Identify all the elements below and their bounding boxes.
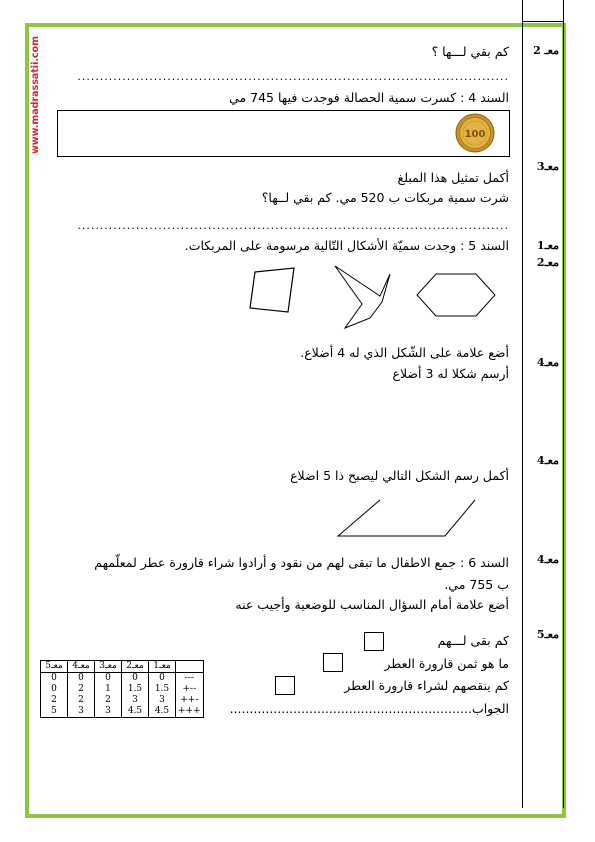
coin-100-icon — [455, 113, 495, 153]
criteria-column — [522, 0, 564, 808]
incomplete-shape — [330, 498, 480, 540]
table-cell: +-- — [176, 684, 204, 695]
table-cell: --- — [176, 673, 204, 685]
criterion-label: معـ2 — [536, 256, 559, 269]
table-cell: 2 — [95, 695, 122, 706]
sanad6-instruction: أضع علامة أمام السؤال المناسب للوضعية وأجيب عنه — [235, 597, 509, 612]
answer-dots: ................................................................................................ — [77, 219, 509, 232]
criterion-label: معـ5 — [536, 628, 559, 641]
option-checkbox-1[interactable] — [364, 632, 384, 651]
criterion-label: معـ4 — [536, 553, 559, 566]
grading-table — [40, 660, 204, 718]
table-header: معـ1 — [149, 661, 176, 673]
sanad5-task1: أضع علامة على الشّكل الذي له 4 أضلاع. — [300, 345, 509, 360]
sanad4-question: شرت سمية مربكات ب 520 مي. كم بقي لــها؟ — [261, 190, 509, 205]
sanad4-title: السند 4 : كسرت سمية الحصالة فوجدت فيها 745 مي — [229, 90, 509, 105]
criterion-label: معـ1 — [536, 239, 559, 252]
table-cell: 0 — [149, 673, 176, 685]
option-remaining: كم بقى لـــهم — [437, 633, 509, 648]
option-checkbox-3[interactable] — [275, 676, 295, 695]
table-row — [41, 706, 204, 718]
sanad5-task3: أكمل رسم الشكل التالي ليصبح ذا 5 اضلاع — [290, 468, 509, 483]
table-cell: 1.5 — [122, 684, 149, 695]
table-cell: ++- — [176, 695, 204, 706]
sanad6-title: السند 6 : جمع الاطفال ما تبقى لهم من نقود و أرادوا شراء قارورة عطر لمعلّمهم — [94, 555, 509, 570]
coin-drawing-box[interactable] — [57, 110, 510, 157]
table-cell: 2 — [41, 695, 68, 706]
watermark: www.madrassatii.com — [30, 36, 41, 154]
table-cell: 0 — [68, 673, 95, 685]
table-row — [41, 695, 204, 706]
table-cell: 4.5 — [122, 706, 149, 718]
table-row — [41, 684, 204, 695]
sanad4-instruction: أكمل تمثيل هذا المبلغ — [397, 170, 509, 185]
star-shape[interactable] — [335, 266, 390, 328]
table-cell: 0 — [122, 673, 149, 685]
coin-value: 100 — [464, 129, 486, 140]
option-missing: كم ينقصهم لشراء قارورة العطر — [344, 678, 509, 693]
answer-dots: ................................................................................................ — [77, 70, 509, 83]
table-cell: +++ — [176, 706, 204, 718]
option-price: ما هو ثمن قارورة العطر — [384, 656, 509, 671]
sanad5-title: السند 5 : وجدت سميّة الأشكال التّالية مرسومة على المربكات. — [184, 238, 509, 253]
table-cell: 0 — [41, 684, 68, 695]
table-cell: 3 — [95, 706, 122, 718]
table-cell: 1 — [95, 684, 122, 695]
quadrilateral-shape[interactable] — [250, 268, 294, 312]
shapes-figure — [240, 262, 500, 332]
question-remaining: كم بقي لـــها ؟ — [431, 44, 509, 59]
table-cell: 3 — [68, 706, 95, 718]
sanad5-task2: أرسم شكلا له 3 أضلاع — [392, 366, 509, 381]
criterion-label: معـ 2 — [533, 44, 559, 57]
table-cell: 4.5 — [149, 706, 176, 718]
criteria-column-top — [522, 0, 564, 22]
hexagon-shape[interactable] — [417, 274, 495, 316]
table-cell: 5 — [41, 706, 68, 718]
table-header: معـ2 — [122, 661, 149, 673]
table-row — [41, 673, 204, 685]
table-header: معـ4 — [68, 661, 95, 673]
table-header: معـ3 — [95, 661, 122, 673]
criterion-label: معـ3 — [536, 160, 559, 173]
table-cell: 2 — [68, 695, 95, 706]
sanad6-title-cont: ب 755 مي. — [444, 577, 509, 592]
option-checkbox-2[interactable] — [323, 653, 343, 672]
criterion-label: معـ4 — [536, 454, 559, 467]
table-header — [176, 661, 204, 673]
answer-line[interactable]: الجواب............................................................. — [229, 701, 509, 716]
table-cell: 1.5 — [149, 684, 176, 695]
table-cell: 3 — [149, 695, 176, 706]
criterion-label: معـ4 — [536, 356, 559, 369]
table-cell: 0 — [41, 673, 68, 685]
table-cell: 2 — [68, 684, 95, 695]
table-cell: 3 — [122, 695, 149, 706]
table-header: معـ5 — [41, 661, 68, 673]
table-cell: 0 — [95, 673, 122, 685]
